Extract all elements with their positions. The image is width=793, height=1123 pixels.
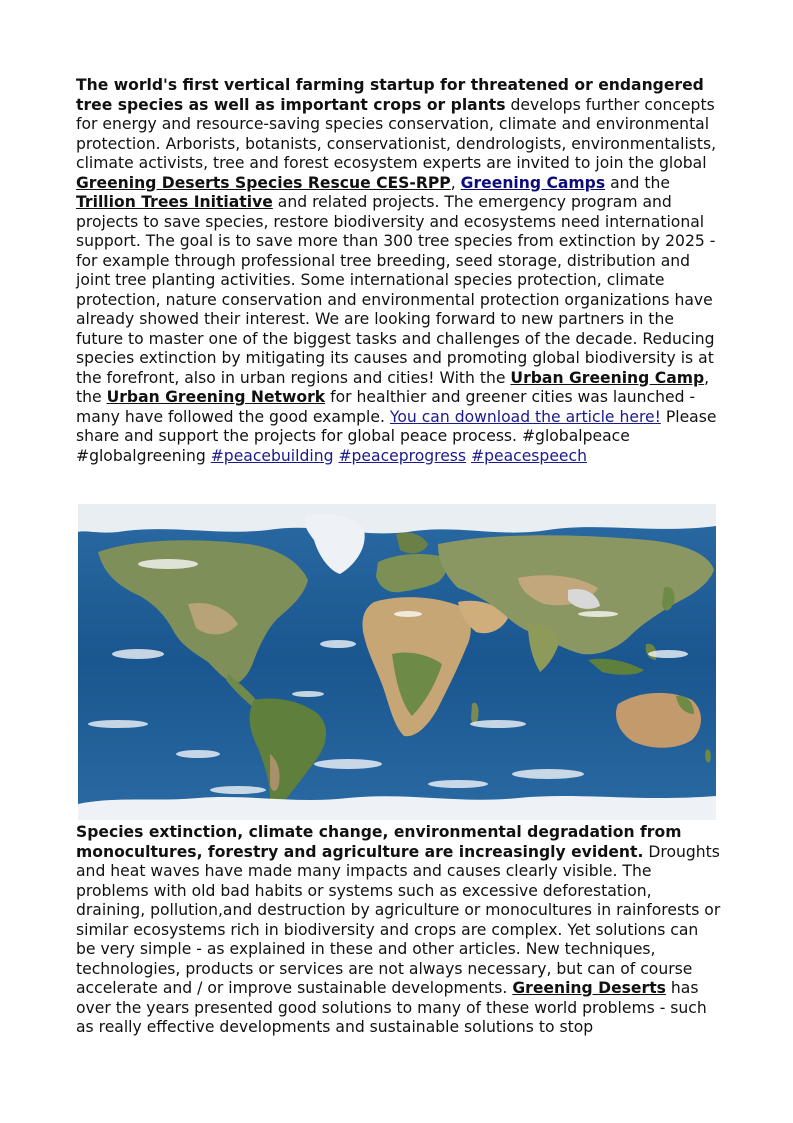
section-text-2: has over the years presented good solutions to many of these world problems - such as really effective developments and sustainable solutions to stop: [76, 979, 707, 1036]
world-map-graphic: [78, 504, 716, 820]
paragraph-body-3: Please share and support the projects for global peace process. #globalpeace #globalgreening: [76, 407, 717, 465]
section-text-1: Droughts and heat waves have made many impacts and causes clearly visible. The problems with old bad habits or systems such as excessive deforestation, draining, pollution,and destruction by agriculture or monocultures in rainforests or similar ecosystems rich in biodiversity and crops are complex. Yet solutions can be very simple - as explained in these and other articles. New techniques, technologies, products or services are not always necessary, but can of course accelerate and / or improve sustainable developments.: [76, 842, 721, 997]
intro-heading: The world's first vertical farming startup for threatened or endangered tree species as well as important crops or plants: [76, 76, 704, 114]
intro-text: develops further concepts for energy and resource-saving species conservation, climate and environmental protection. Arborists, botanists, conservationist, dendrologists, environmentalists, climate activists, tree and forest ecosystem experts are invited to join the global: [76, 95, 717, 172]
separator-3: , the: [76, 368, 710, 406]
link-urban-greening-camp[interactable]: Urban Greening Camp: [510, 368, 705, 387]
hashtag-peacebuilding[interactable]: #peacebuilding: [210, 446, 334, 465]
link-trillion-trees[interactable]: Trillion Trees Initiative: [76, 193, 273, 211]
article-paragraph-2: [76, 823, 721, 1038]
separator-1: ,: [450, 173, 461, 192]
hashtag-peacespeech[interactable]: #peacespeech: [471, 446, 587, 465]
hashtag-peaceprogress[interactable]: #peaceprogress: [338, 446, 467, 465]
link-urban-greening-network[interactable]: Urban Greening Network: [106, 388, 326, 406]
separator-2: and the: [605, 173, 670, 192]
article-paragraph-1: [76, 76, 721, 466]
link-greening-deserts[interactable]: Greening Deserts: [512, 979, 666, 997]
link-download-article[interactable]: You can download the article here!: [389, 407, 661, 426]
world-map-image: [78, 504, 716, 820]
antarctica: [78, 796, 716, 820]
link-ces-rpp[interactable]: Greening Deserts Species Rescue CES-RPP: [76, 173, 451, 192]
link-greening-camps[interactable]: Greening Camps: [460, 173, 606, 192]
section-heading: Species extinction, climate change, environmental degradation from monocultures, forestry and agriculture are increasingly evident.: [76, 823, 682, 861]
paragraph-body-2: for healthier and greener cities was launched - many have followed the good example.: [76, 388, 696, 426]
new-zealand: [705, 750, 711, 763]
paragraph-body: and related projects. The emergency program and projects to save species, restore biodiversity and ecosystems need international support. The goal is to save more than 300 tree species from extinction by 2025 - for example through professional tree breeding, seed storage, distribution and joint tree planting activities. Some international species protection, climate protection, nature conservation and environmental protection organizations have already showed their interest. We are looking forward to new partners in the future to master one of the biggest tasks and challenges of the decade. Reducing species extinction by mitigating its causes and promoting global biodiversity is at the forefront, also in urban regions and cities! With the: [76, 193, 716, 387]
